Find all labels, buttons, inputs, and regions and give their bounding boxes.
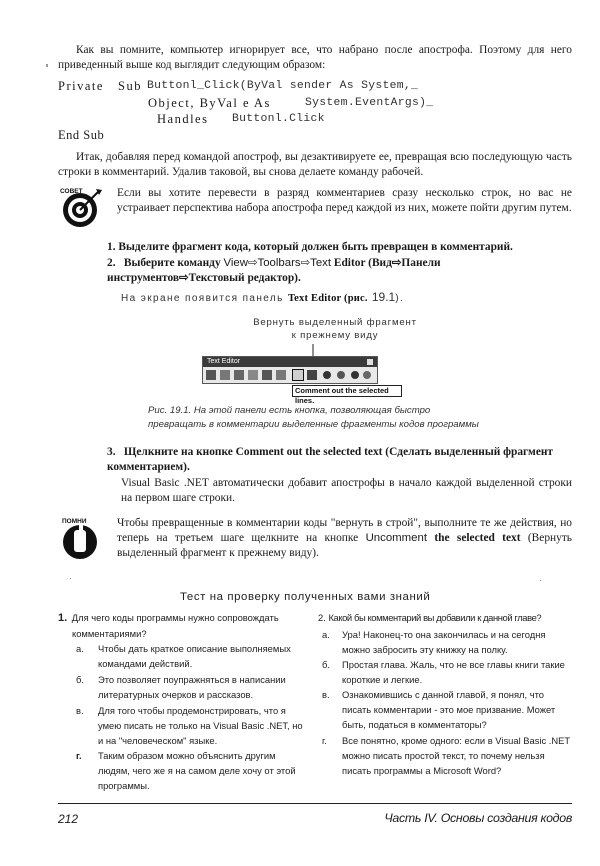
answer-text: Чтобы дать краткое описание выполняемых командами действий. — [98, 643, 291, 670]
answer-mark: г. — [76, 750, 82, 761]
step-1-text: 1. Выделите фрагмент кода, который должен быть превращен в комментарий. — [107, 241, 513, 253]
toolbar-tooltip: Comment out the selected lines. — [292, 385, 402, 397]
step-2-figure-ref: 19.1 — [371, 290, 396, 304]
step-2-note — [121, 290, 561, 304]
quiz-q1-answer-d — [58, 748, 310, 794]
answer-mark: в. — [76, 705, 84, 716]
toolbar-close-icon[interactable] — [367, 359, 373, 365]
answer-text: Простая глава. Жаль, что не все главы книги такие короткие и легкие. — [342, 659, 565, 686]
code-handles-keyword: Handles — [157, 112, 209, 126]
code-line-2-type: System.EventArgs)_ — [305, 97, 434, 109]
step-1 — [107, 240, 572, 255]
step-2-menu-path: View⇨Toolbars⇨Text — [223, 257, 332, 269]
quiz-q2-answer-c — [322, 687, 572, 733]
footer-rule — [58, 803, 572, 804]
toolbar-complete-word-icon[interactable] — [248, 370, 258, 380]
quiz-question-2-text: Какой бы комментарий вы добавили к данной главе? — [328, 612, 542, 623]
answer-text: Для того чтобы продемонстрировать, что я умею писать не только на Visual Basic .NET, но и на "человеческом" языке. — [98, 705, 303, 747]
step-3 — [107, 445, 572, 475]
quiz-q2-answer-b — [322, 657, 572, 687]
answer-text: Ура! Наконец-то она закончилась и на сегодня можно забросить эту книжку на полку. — [342, 629, 546, 656]
toolbar-bookmark-icon[interactable] — [323, 371, 331, 379]
toolbar-uncomment-button[interactable] — [307, 370, 317, 380]
page-number: 212 — [58, 812, 79, 826]
answer-mark: б. — [76, 674, 84, 685]
toolbar-indent-icon[interactable] — [262, 370, 272, 380]
toolbar-comment-out-button[interactable] — [292, 369, 304, 381]
answer-mark: а. — [76, 643, 84, 654]
quiz-q2-answer-d — [322, 733, 572, 779]
answer-mark: в. — [322, 689, 330, 700]
toolbar-quick-info-icon[interactable] — [234, 370, 244, 380]
explanation-paragraph: Итак, добавляя перед командой апостроф, вы дезактивируете ее, превращая всю последующую часть строки в комментарий. Удалив таковой, вы снова делаете команду рабочей. — [58, 151, 572, 178]
toolbar-title: Text Editor — [207, 358, 241, 365]
step-2-note-bold: Text Editor (рис. — [287, 293, 368, 304]
quiz-question-1-text: Для чего коды программы нужно сопровождать комментариями? — [71, 612, 279, 639]
tip-icon-label: СОВЕТ — [60, 188, 83, 195]
code-end-sub: End Sub — [58, 128, 105, 142]
code-private-keyword: Private — [58, 79, 104, 93]
scan-speck — [540, 580, 541, 581]
step-2-number: 2. — [107, 257, 116, 269]
quiz-q1-answer-a — [58, 641, 310, 671]
intro-paragraph: Как вы помните, компьютер игнорирует все, что набрано после апострофа. Поэтому для него приведенный выше код выглядит следующим образом: — [58, 44, 572, 71]
toolbar-outdent-icon[interactable] — [276, 370, 286, 380]
answer-text: Это позволяет поупражняться в написании литературных очерков и рассказов. — [98, 674, 286, 701]
code-line-3: Buttonl.Click — [232, 113, 325, 125]
remember-uncomment-label: Uncomment — [365, 532, 427, 544]
remember-hand-icon — [60, 516, 104, 562]
quiz-question-1-number: 1. — [58, 612, 68, 624]
part-title: Часть IV. Основы создания кодов — [384, 811, 572, 825]
toolbar-prev-bookmark-icon[interactable] — [337, 371, 345, 379]
code-line-1: Buttonl_Click(ByVal sender As System,_ — [147, 80, 419, 92]
answer-text: Ознакомившись с данной главой, я понял, что писать комментарии - это мое призвание. Может быть, податься в комментаторы? — [342, 689, 556, 731]
quiz-title: Тест на проверку полученных вами знаний — [180, 591, 431, 603]
text-editor-toolbar — [202, 356, 378, 384]
scan-speck — [46, 64, 48, 67]
answer-mark: б. — [322, 659, 330, 670]
remember-text-c: (Вернуть выделенный фрагмент к прежнему виду). — [117, 532, 572, 559]
toolbar-parameter-info-icon[interactable] — [220, 370, 230, 380]
figure-caption: Рис. 19.1. На этой панели есть кнопка, позволяющая быстро превращать в комментарии выделенные фрагменты кодов программы — [148, 405, 479, 430]
step-3-description: Visual Basic .NET автоматически добавит апострофы в начало каждой выделенной строки на первом шаге строки. — [121, 477, 572, 504]
answer-text: Все понятно, кроме одного: если в Visual Basic .NET можно писать простой текст, то почему нельзя писать программы а Microsoft Word? — [342, 735, 570, 777]
answer-text: Таким образом можно объяснить другим людям, чего же я на самом деле хочу от этой программы. — [98, 750, 296, 792]
quiz-q2-answer-a — [322, 627, 572, 657]
step-3-number: 3. — [107, 446, 116, 458]
remember-text-b: the selected text — [434, 532, 521, 544]
figure-callout: Вернуть выделенный фрагмент к прежнему виду — [253, 317, 417, 341]
quiz-question-2 — [318, 610, 572, 625]
quiz-question-1 — [58, 610, 310, 641]
toolbar-clear-bookmarks-icon[interactable] — [363, 371, 371, 379]
step-2-note-text: На экране появится панель — [121, 293, 284, 304]
answer-mark: г. — [322, 735, 327, 746]
step-3-text: Щелкните на кнопке Comment out the selected text (Сделать выделенный фрагмент комментарием). — [107, 446, 554, 473]
toolbar-list-members-icon[interactable] — [206, 370, 216, 380]
quiz-q1-answer-c — [58, 703, 310, 749]
code-sub-keyword: Sub — [118, 79, 142, 93]
step-2-note-close: ). — [395, 293, 405, 304]
tip-target-icon — [58, 186, 104, 230]
scan-speck — [70, 578, 71, 579]
toolbar-next-bookmark-icon[interactable] — [351, 371, 359, 379]
code-line-2-keywords: Object, ByVal e As — [148, 96, 271, 110]
remember-text-a: Чтобы превращенные в комментарии коды "вернуть в строй", выполните те же действия, но теперь на третьем шаге щелкните на кнопке — [117, 517, 572, 544]
step-2-text-a: Выберите команду — [123, 257, 221, 269]
remember-text — [117, 516, 572, 561]
tip-text: Если вы хотите перевести в разряд комментариев сразу несколько строк, но вас не устраивает перспектива набора апострофа перед каждой из них, можете пойти другим путем. — [117, 187, 572, 214]
step-2 — [107, 256, 572, 286]
quiz-q1-answer-b — [58, 672, 310, 702]
step-2-text-b: Editor (Вид⇨Панели инструментов⇨Текстовый редактор). — [107, 257, 441, 284]
quiz-question-2-number: 2. — [318, 612, 326, 623]
remember-icon-label: ПОМНИ — [62, 518, 87, 525]
answer-mark: а. — [322, 629, 330, 640]
